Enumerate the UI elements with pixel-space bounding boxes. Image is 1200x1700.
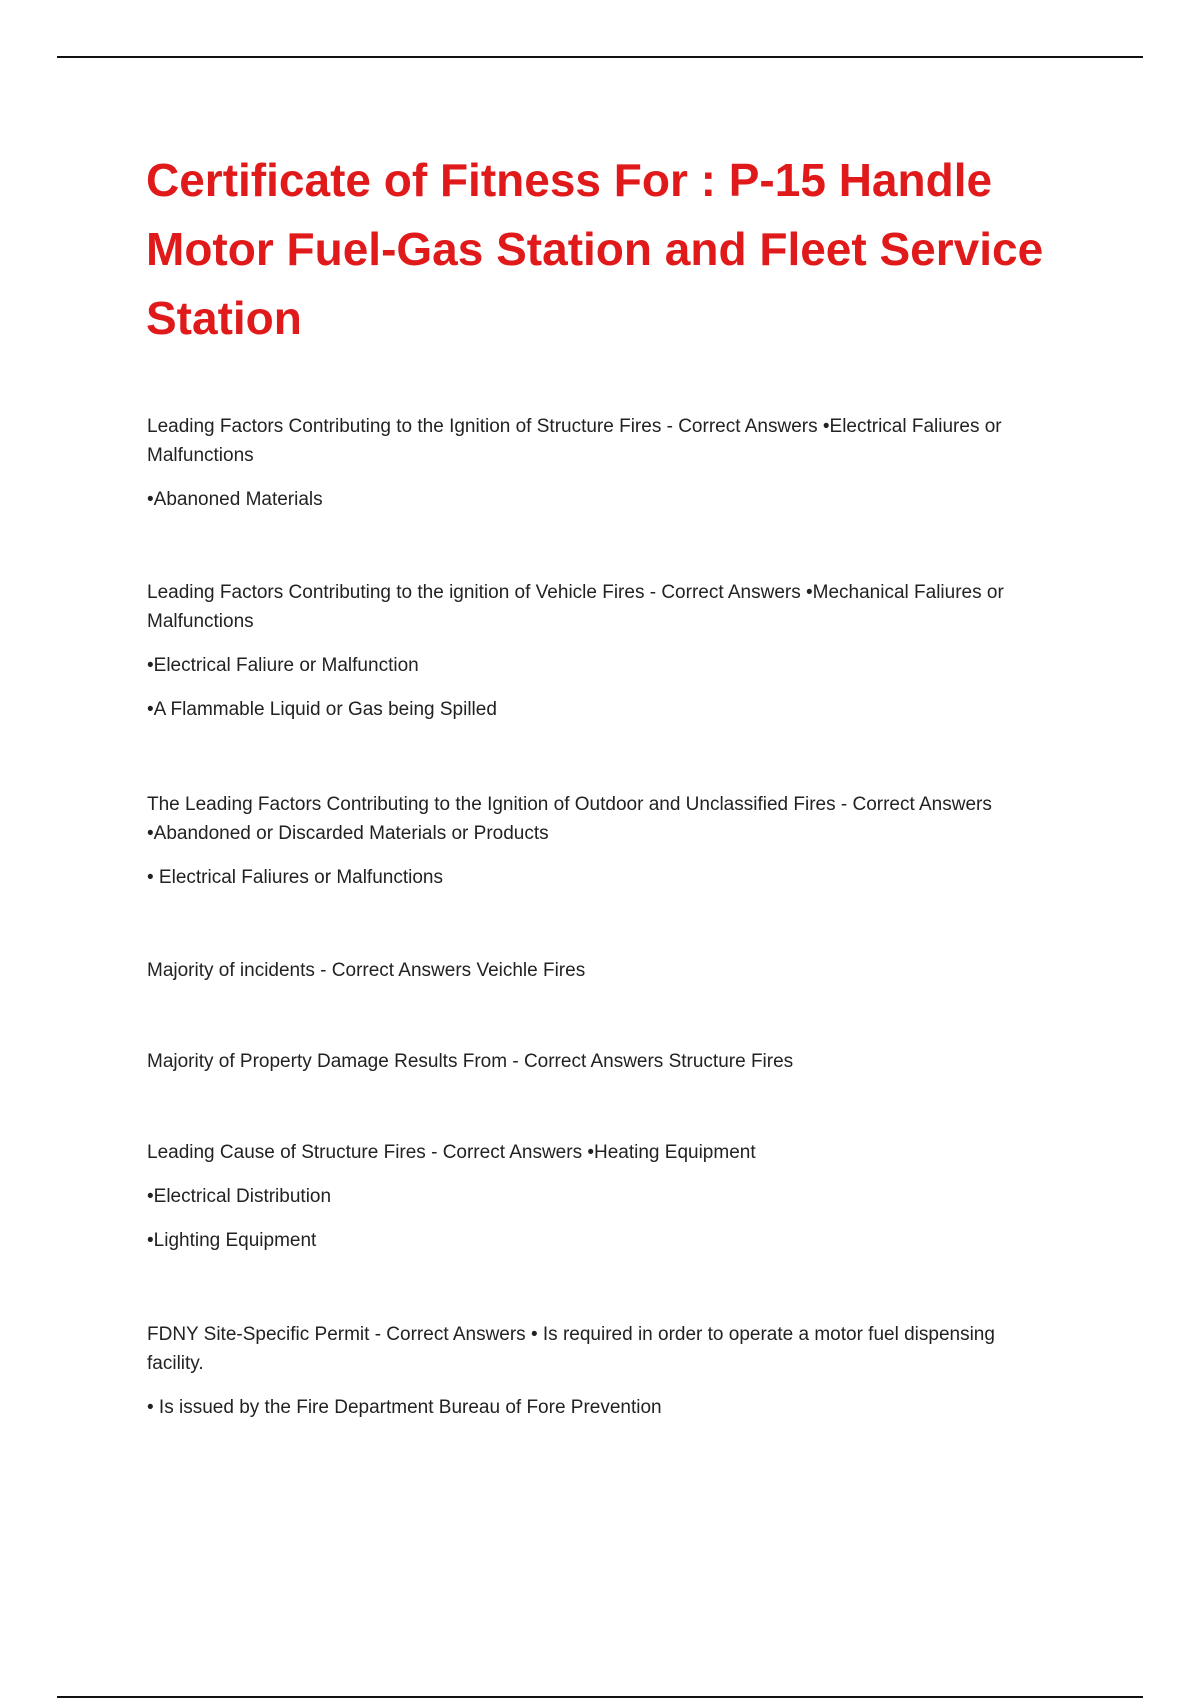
qa-bullet: • Electrical Faliures or Malfunctions [147, 867, 443, 888]
qa-text: •Abandoned or Discarded Materials or Products [147, 823, 549, 844]
document-title [146, 146, 1076, 353]
qa-text: Malfunctions [147, 445, 254, 466]
qa-text: FDNY Site-Specific Permit - Correct Answers • Is required in order to operate a motor fuel dispensing [147, 1324, 995, 1345]
qa-item-vehicle-fires-ignition [147, 578, 1067, 724]
qa-text: Leading Cause of Structure Fires - Correct Answers •Heating Equipment [147, 1142, 756, 1163]
qa-item-structure-fires-cause [147, 1138, 1067, 1255]
qa-bullet: •Abanoned Materials [147, 489, 323, 510]
qa-item-structure-fires-ignition [147, 412, 1067, 514]
qa-bullet: •A Flammable Liquid or Gas being Spilled [147, 699, 497, 720]
bottom-rule [57, 1696, 1143, 1698]
qa-text: The Leading Factors Contributing to the Ignition of Outdoor and Unclassified Fires - Correct Answers [147, 794, 992, 815]
qa-text: facility. [147, 1353, 204, 1374]
qa-text: Leading Factors Contributing to the Ignition of Structure Fires - Correct Answers •Electrical Faliures or [147, 416, 1002, 437]
qa-text: Leading Factors Contributing to the ignition of Vehicle Fires - Correct Answers •Mechanical Faliures or [147, 582, 1004, 603]
qa-bullet: •Electrical Distribution [147, 1186, 332, 1207]
title-line: Certificate of Fitness For : P-15 Handle [146, 154, 993, 206]
qa-item-fdny-permit [147, 1320, 1067, 1422]
qa-text: Majority of Property Damage Results From - Correct Answers Structure Fires [147, 1051, 794, 1072]
qa-bullet: • Is issued by the Fire Department Bureau of Fore Prevention [147, 1397, 662, 1418]
qa-bullet: •Electrical Faliure or Malfunction [147, 655, 419, 676]
qa-item-outdoor-fires-ignition [147, 790, 1067, 892]
qa-text: Majority of incidents - Correct Answers Veichle Fires [147, 960, 586, 981]
qa-text: Malfunctions [147, 611, 254, 632]
title-line: Motor Fuel-Gas Station and Fleet Service [146, 223, 1044, 275]
qa-item-property-damage [147, 1047, 1067, 1076]
qa-item-majority-incidents [147, 956, 1067, 985]
title-line: Station [146, 292, 302, 344]
qa-bullet: •Lighting Equipment [147, 1230, 317, 1251]
top-rule [57, 56, 1143, 58]
